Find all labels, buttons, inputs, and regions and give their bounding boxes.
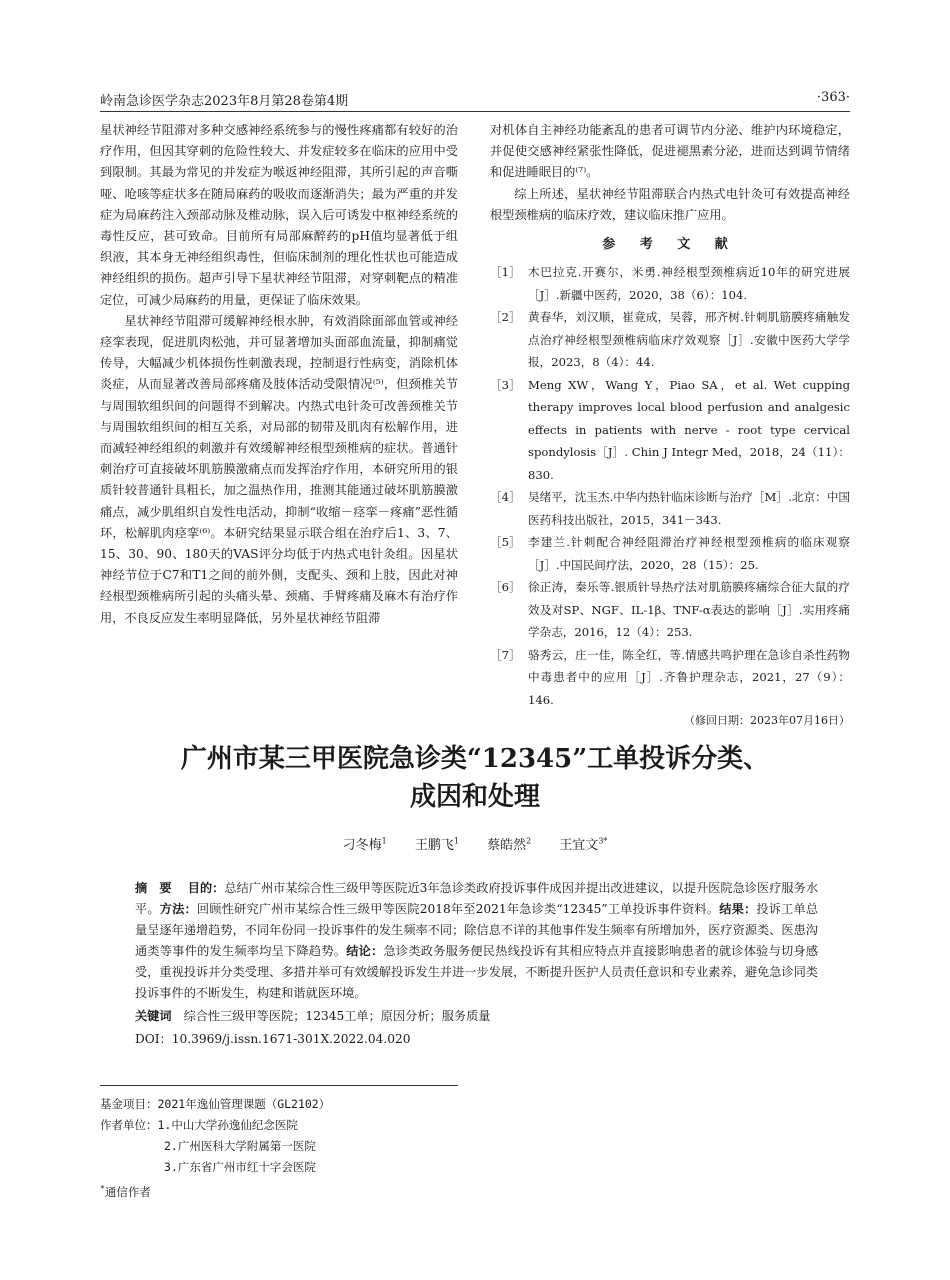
author-affiliation-mark: 1: [453, 836, 459, 846]
result-label: 结果：: [719, 902, 757, 916]
reference-text: Meng XW，Wang Y，Piao SA，et al. Wet cupping therapy improves local blood perfusion and analgesic effects in patients with nerve - root type cervical spondylosis［J］. Chin J Integr Med，2018，24（11）：830.: [528, 377, 850, 482]
page-number: ·363·: [816, 90, 850, 105]
footnote-rule: [100, 1085, 458, 1086]
keywords-row: [135, 1006, 818, 1027]
objective-text: 总结广州市某综合性三级甲等医院近3年急诊类政府投诉事件成因并提出改进建议，以提升医院急诊医疗服务水平。: [135, 881, 819, 916]
reference-item: [490, 306, 850, 374]
body-paragraph: 对机体自主神经功能紊乱的患者可调节内分泌、维护内环境稳定，并促使交感神经紧张性降低，促进褪黑素分泌，进而达到调节情绪和促进睡眠目的⁽⁷⁾。: [490, 123, 850, 180]
author-affiliation-mark: 1: [381, 836, 387, 846]
reference-item: [490, 644, 850, 712]
title-line: 广州市某三甲医院急诊类“12345”工单投诉分类、: [180, 744, 770, 774]
author-name: 王宜文: [559, 838, 599, 853]
body-paragraph: 星状神经节阻滞可缓解神经根水肿，有效消除面部血管或神经痉挛表现，促进肌肉松弛，并可显著增加头面部血流量，抑制痛觉传导，大幅减少机体损伤性刺激表现，控制退行性病变，消除机体炎症，从而显著改善局部疼痛及肢体活动受限情况⁽⁵⁾，但颈椎关节与周围软组织间的问题得不到解决。内热式电针灸可改善颈椎关节与周围软组织间的相互关系，对局部的韧带及肌肉有松解作用，进而减轻神经组织的刺激并有效缓解神经根型颈椎病的症状。普通针刺治疗可直接破坏肌筋膜激痛点而发挥治疗作用，本研究所用的银质针较普通针具粗长，加之温热作用，推测其能通过破坏肌筋膜激痛点，减少肌组织自发性电活动，抑制“收缩－痉挛－疼痛”恶性循环，松解肌肉痉挛⁽⁶⁾。本研究结果显示联合组在治疗后1、3、7、15、30、90、180天的VAS评分均低于内热式电针灸组。因星状神经节位于C7和T1之间的前外侧，支配头、颈和上肢，因此对神经根型颈椎病所引起的头痛头晕、颈痛、手臂疼痛及麻木有治疗作用，不良反应发生率明显降低，另外星状神经节阻滞: [100, 313, 458, 625]
conclusion-label: 结论：: [346, 944, 384, 958]
reference-item: [490, 486, 850, 531]
abstract: [135, 878, 818, 1050]
reference-text: 吴绪平，沈玉杰.中华内热针临床诊断与治疗［M］.北京：中国医药科技出版社，2015，341－343.: [528, 490, 850, 527]
author-name: 刁冬梅: [342, 838, 382, 853]
result-text: 投诉工单总量呈逐年递增趋势，不同年份同一投诉事件的发生频率不同；除信息不详的其他事件发生频率有所增加外，医疗资源类、医患沟通类等事件的发生频率均呈下降趋势。: [135, 902, 819, 958]
journal-name: 岭南急诊医学杂志2023年8月第28卷第4期: [100, 94, 349, 109]
article-title: [100, 740, 850, 816]
method-text: 回顾性研究广州市某综合性三级甲等医院2018年至2021年急诊类“12345”工单投诉事件资料。: [196, 902, 720, 916]
reference-text: 李建兰.针刺配合神经阻滞治疗神经根型颈椎病的临床观察［J］.中国民间疗法，2020，28（15）：25.: [528, 535, 850, 572]
conclusion-text: 急诊类政务服务便民热线投诉有其相应特点并直接影响患者的就诊体验与切身感受，重视投诉并分类受理、多措并举可有效缓解投诉发生并进一步发展，不断提升医护人员责任意识和专业素养，避免急诊同类投诉事件的不断发生，构建和谐就医环境。: [135, 944, 819, 1000]
abstract-label: 摘 要: [135, 881, 172, 895]
reference-item: [490, 531, 850, 576]
author-name: 王鹏飞: [414, 838, 454, 853]
reference-item: [490, 261, 850, 306]
author-affiliation-mark: 2: [526, 836, 532, 846]
reference-item: [490, 374, 850, 487]
affiliation: 3.广东省广州市红十字会医院: [164, 1160, 316, 1174]
reference-item: [490, 576, 850, 644]
author: [343, 838, 387, 853]
reference-text: 木巴拉克.开赛尔，米勇.神经根型颈椎病近10年的研究进展［J］.新疆中医药，2020，38（6）：104.: [528, 265, 850, 302]
reference-number: ［7］: [490, 647, 521, 662]
author-list: [100, 834, 850, 853]
right-column: [490, 120, 850, 731]
running-header: [100, 90, 850, 112]
doi: DOI：10.3969/j.issn.1671-301X.2022.04.020: [135, 1032, 411, 1046]
objective-label: 目的：: [187, 881, 225, 895]
author-affiliation-mark: 3*: [598, 836, 608, 846]
author-name: 蔡皓然: [487, 838, 527, 853]
reference-number: ［3］: [490, 377, 521, 392]
keywords-label: 关键词: [135, 1009, 172, 1023]
corresponding-text: 通信作者: [104, 1184, 151, 1199]
affiliation: 1.中山大学孙逸仙纪念医院: [157, 1118, 298, 1132]
corresponding-note: [100, 1178, 500, 1203]
keywords-text: 综合性三级甲等医院；12345工单；原因分析；服务质量: [183, 1009, 491, 1023]
title-line: 成因和处理: [409, 782, 540, 812]
body-paragraph: 星状神经节阻滞对多种交感神经系统参与的慢性疼痛都有较好的治疗作用，但因其穿刺的危险性较大、并发症较多在临床的应用中受到限制。其最为常见的并发症为喉返神经阻滞，其所引起的声音嘶哑、呛咳等症状多在随局麻药的吸收而逐渐消失；最为严重的并发症为局麻药注入颈部动脉及椎动脉，误入后可诱发中枢神经系统的毒性反应，甚可致命。目前所有局部麻醉药的pH值均显著低于组织液，其本身无神经组织毒性，但临床制剂的理化性状也可能造成神经组织的损伤。超声引导下星状神经节阻滞，对穿刺靶点的精准定位，可减少局麻药的用量，更保证了临床效果。: [100, 123, 458, 307]
corresponding-mark: *: [100, 1184, 105, 1193]
affiliation-row: [100, 1115, 500, 1136]
affiliation: 2.广州医科大学附属第一医院: [164, 1139, 316, 1153]
reference-number: ［5］: [490, 535, 521, 550]
abstract-body: [135, 878, 818, 1004]
reference-text: 黄春华，刘汉顺，崔竟成，吴蓉，邢齐树.针刺肌筋膜疼痛触发点治疗神经根型颈椎病临床疗效观察［J］.安徽中医药大学学报，2023，8（4）：44.: [528, 310, 850, 370]
reference-text: 徐正涛，秦乐等.银质针导热疗法对肌筋膜疼痛综合征大鼠的疗效及对SP、NGF、IL-1β、TNF-α表达的影响［J］.实用疼痛学杂志，2016，12（4）：253.: [528, 580, 850, 640]
header-rule: [100, 111, 850, 112]
reference-number: ［1］: [490, 265, 521, 280]
left-column: [100, 120, 458, 629]
fund-note: 基金项目：2021年逸仙管理课题（GL2102）: [100, 1097, 331, 1111]
author: [415, 838, 459, 853]
author: [559, 838, 607, 853]
revision-date: （修回日期：2023年07月16日）: [684, 714, 850, 728]
body-paragraph: 综上所述，星状神经节阻滞联合内热式电针灸可有效提高神经根型颈椎病的临床疗效，建议临床推广应用。: [490, 186, 850, 222]
reference-number: ［2］: [490, 310, 521, 325]
footnotes: [100, 1094, 500, 1203]
reference-number: ［4］: [490, 490, 521, 505]
references-heading: 参 考 文 献: [602, 237, 738, 253]
reference-number: ［6］: [490, 580, 521, 595]
affiliation-label: 作者单位：: [100, 1118, 158, 1132]
method-label: 方法：: [159, 902, 197, 916]
reference-text: 骆秀云，庄一佳，陈全红，等.情感共鸣护理在急诊自杀性药物中毒患者中的应用［J］.齐鲁护理杂志，2021，27（9）：146.: [528, 647, 850, 707]
author: [487, 838, 531, 853]
